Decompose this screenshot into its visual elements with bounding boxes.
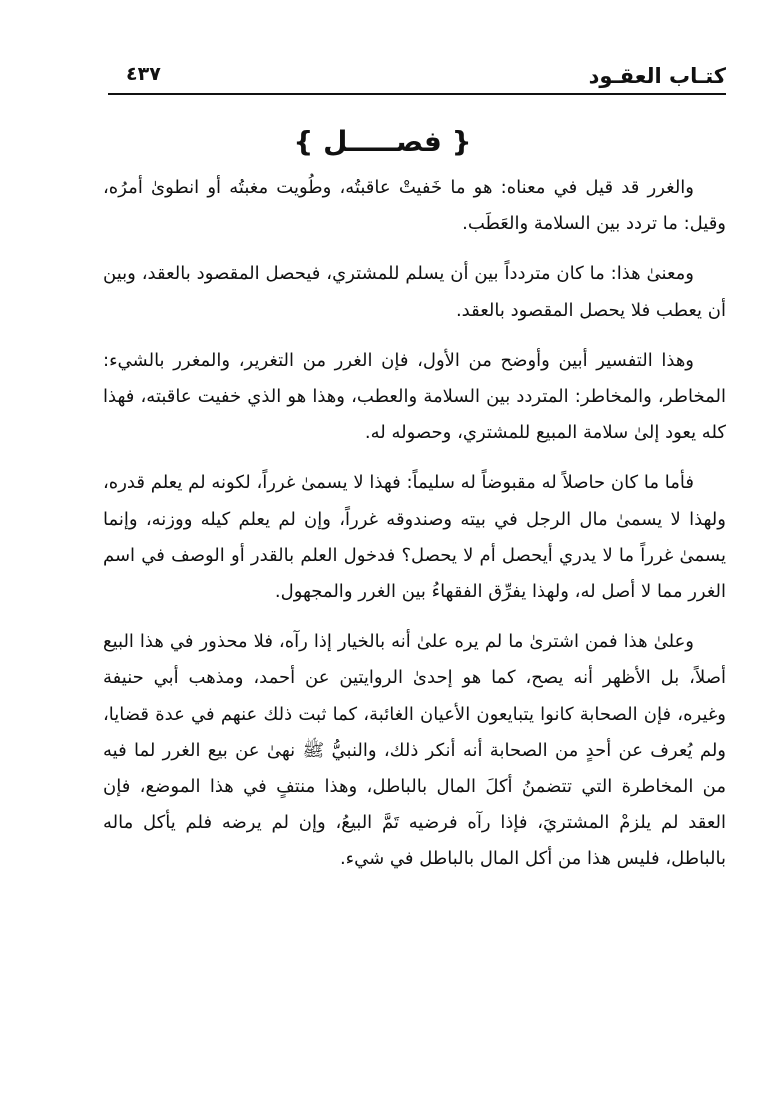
paragraph-4: فأما ما كان حاصلاً له مقبوضاً له سليماً: فهذا لا يسمىٰ غرراً، لكونه لم يعلم قدره، ولهذا لا يسمىٰ مال الرجل في بيته وصندوقه غرراً، وإن لم يعلم كيله ووزنه، وإنما يسمىٰ غرراً ما لا يدري أيحصل أم لا يحصل؟ فدخول العلم بالقدر أو الوصف في اسم الغرر مما لا أصل له، ولهذا يفرِّق الفقهاءُ بين الغرر والمجهول. [103,472,726,603]
header-rule [108,93,726,95]
section-heading: { فصـــــل } [293,125,472,158]
page-number: ٤٣٧ [126,63,161,85]
book-title: كتـاب العقـود [588,64,726,88]
body-text [103,170,726,878]
paragraph-2: ومعنىٰ هذا: ما كان متردداً بين أن يسلم للمشتري، فيحصل المقصود بالعقد، وبين أن يعطب فلا يحصل المقصود بالعقد. [103,263,726,321]
running-header [108,58,726,92]
paragraph-1: والغرر قد قيل في معناه: هو ما خَفيتْ عاقبتُه، وطُويت مغبتُه أو انطوىٰ أمرُه، وقيل: ما تردد بين السلامة والعَطَب. [103,177,726,235]
paragraph-3: وهذا التفسير أبين وأوضح من الأول، فإن الغرر من التغرير، والمغرر بالشيء: المخاطر، والمخاطر: المتردد بين السلامة والعطب، وهذا هو الذي خفيت عاقبته، فهذا كله يعود إلىٰ سلامة المبيع للمشتري، وحصوله له. [103,349,726,444]
paragraph-5: وعلىٰ هذا فمن اشترىٰ ما لم يره علىٰ أنه بالخيار إذا رآه، فلا محذور في هذا البيع أصلاً، بل الأظهر أنه يصح، كما هو إحدىٰ الروايتين عن أحمد، ومذهب أبي حنيفة وغيره، فإن الصحابة كانوا يتبايعون الأعيان الغائبة، كما ثبت ذلك عنهم في عدة قضايا، ولم يُعرف عن أحدٍ من الصحابة أنه أنكر ذلك، والنبيُّ ﷺ نهىٰ عن بيع الغرر لما فيه من المخاطرة التي تتضمنُ أكلَ المال بالباطل، وهذا منتفٍ في هذا الموضع، فإن العقد لم يلزمْ المشتريَ، فإذا رآه فرضيه تَمَّ البيعُ، وإن لم يرضه فلم يأكل ماله بالباطل، فليس هذا من أكل المال بالباطل في شيء. [103,631,726,870]
